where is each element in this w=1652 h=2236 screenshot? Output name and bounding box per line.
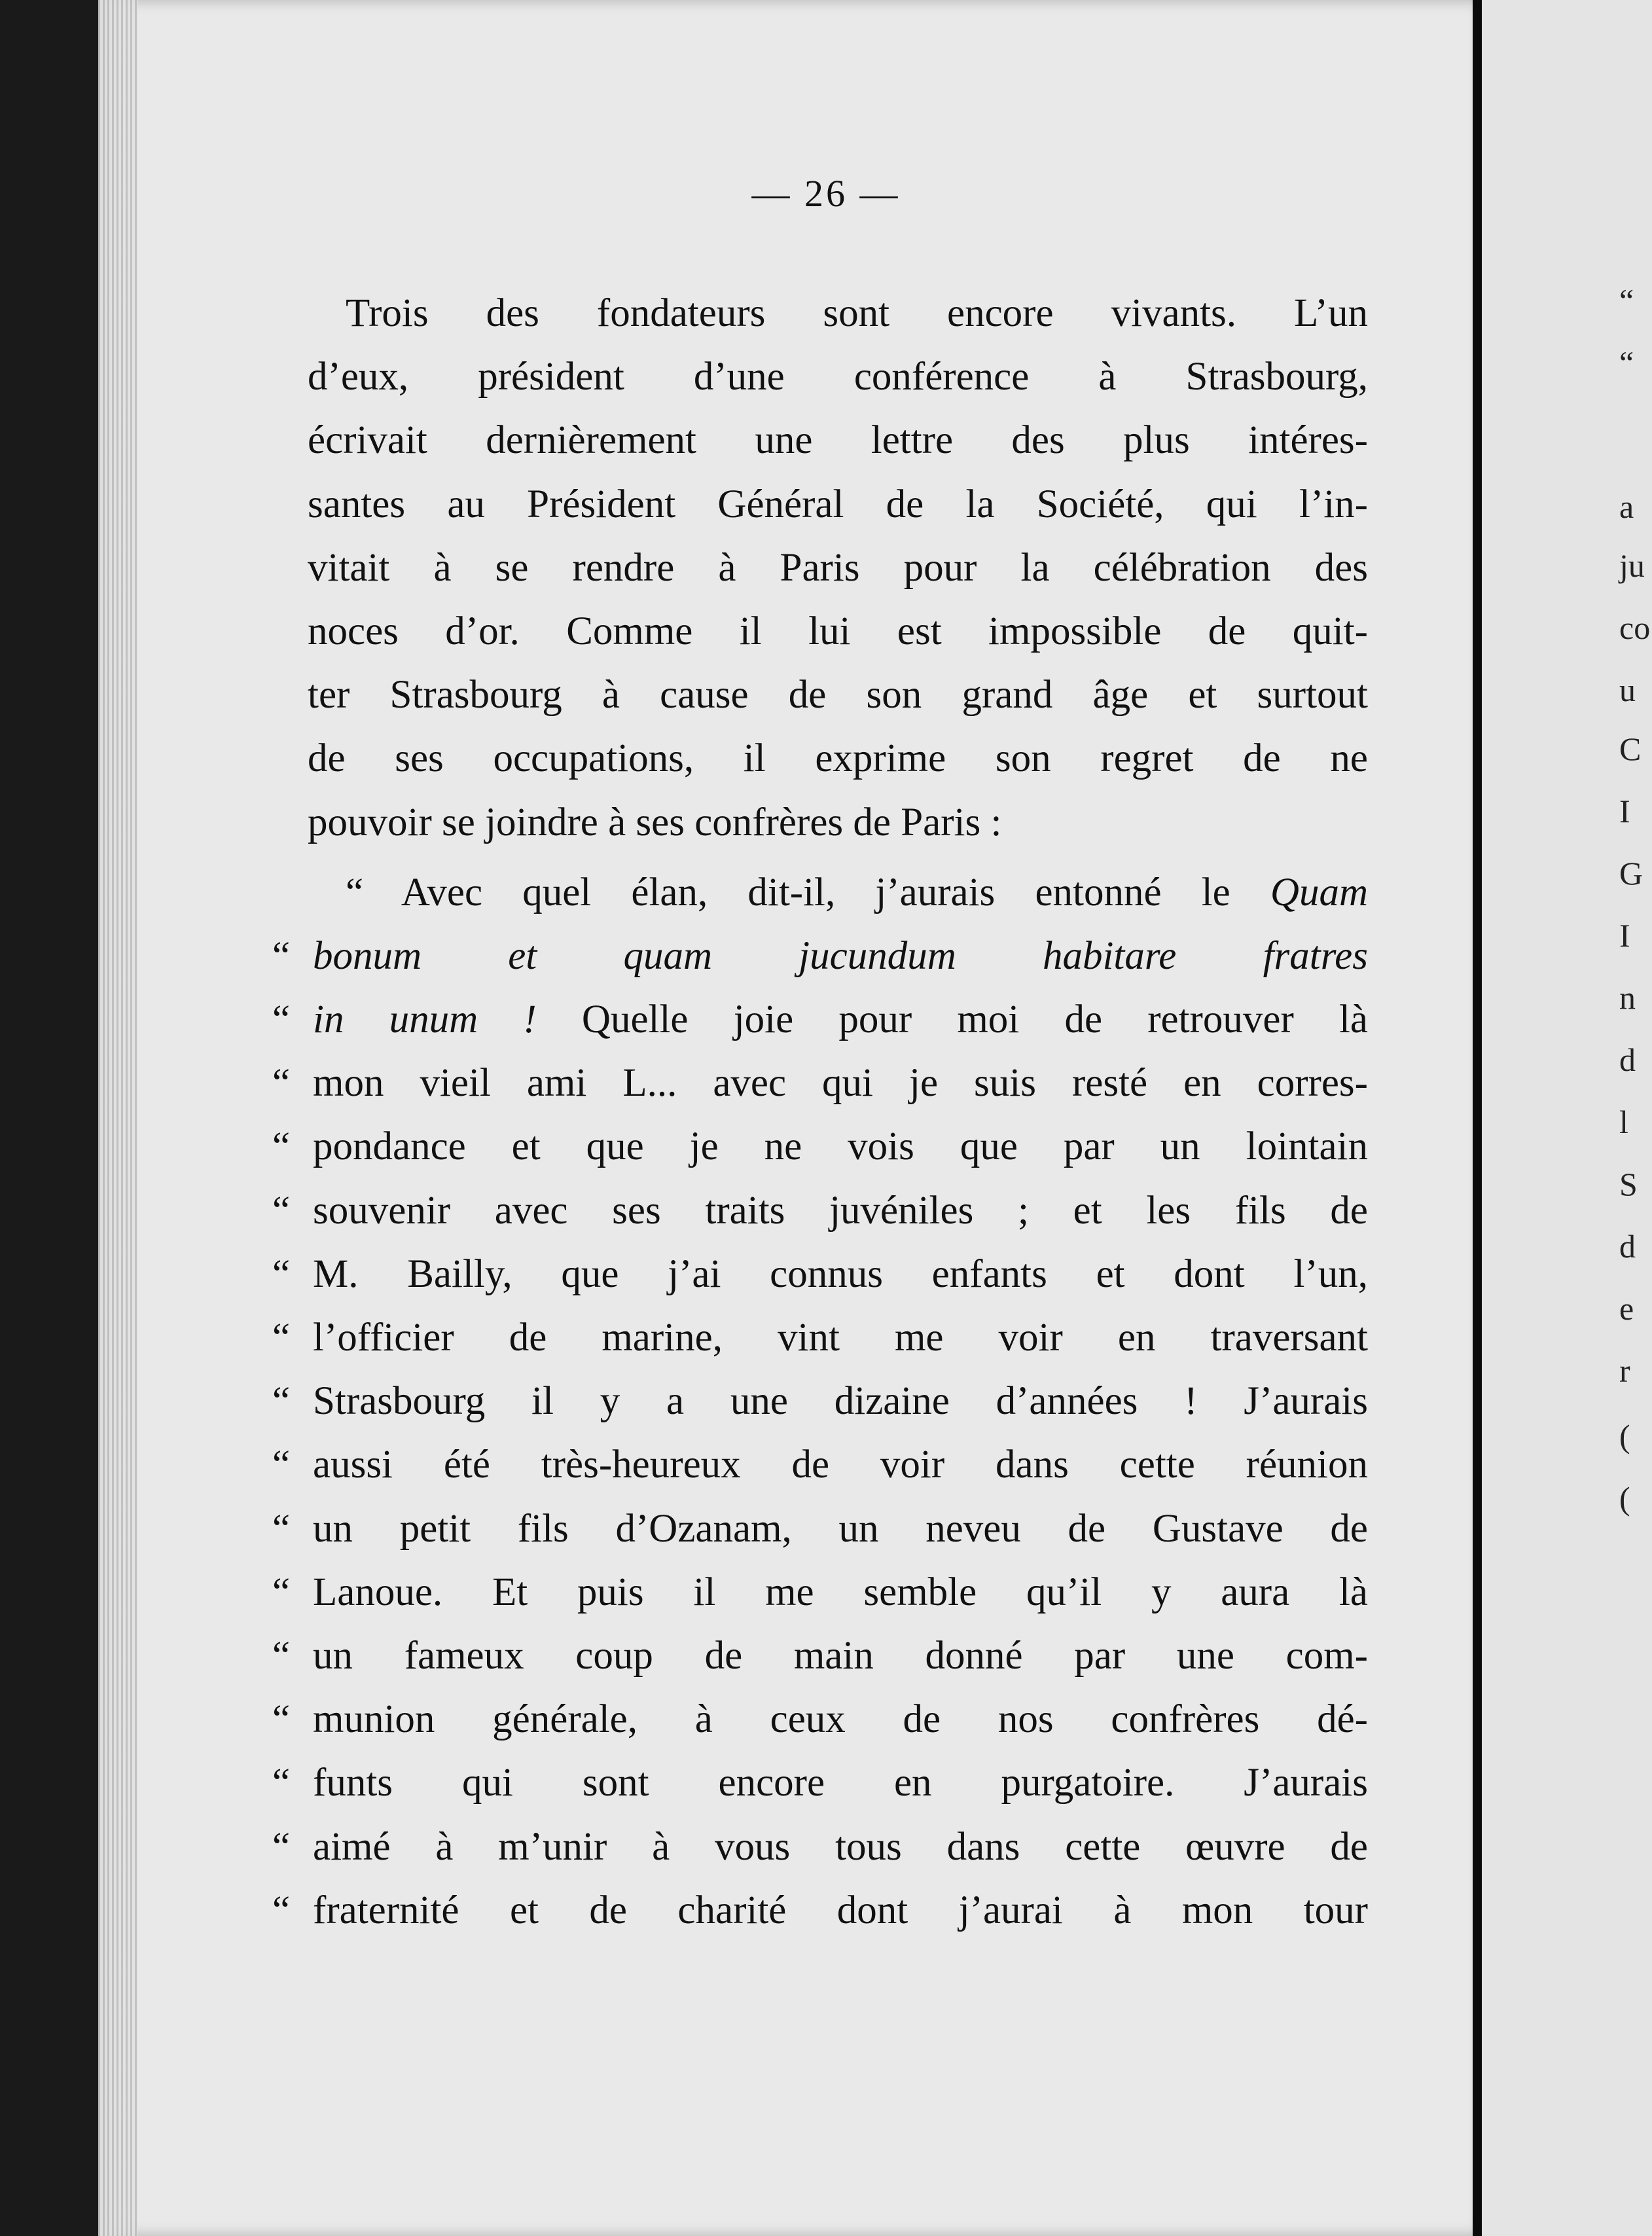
text-line: noces d’or. Comme il lui est impossible de quit- (308, 609, 1368, 653)
quote-line (272, 1306, 1368, 1369)
text-line: ter Strasbourg à cause de son grand âge et surtout (308, 673, 1368, 717)
quote-mark: “ (272, 1506, 291, 1551)
quote-text: aussi été très-heureux de voir dans cette réunion (313, 1443, 1368, 1487)
quote-mark: “ (272, 1125, 291, 1169)
next-page-fragment: “ (1619, 282, 1634, 319)
latin-phrase: Quam (1270, 870, 1368, 914)
quote-mark: “ (272, 1824, 291, 1869)
page-text (272, 281, 1368, 1942)
text-line: pouvoir se joindre à ses confrères de Paris : (308, 800, 1002, 844)
quote-line (272, 1433, 1368, 1496)
quote-line (272, 1497, 1368, 1560)
text-line: vitait à se rendre à Paris pour la célébration des (308, 545, 1368, 590)
quote-text: “ Avec quel élan, dit-il, j’aurais entonné le (346, 870, 1270, 914)
quote-text: l’officier de marine, vint me voir en traversant (313, 1316, 1368, 1360)
next-page-fragment: n (1619, 979, 1636, 1016)
adjacent-page (1482, 0, 1652, 2236)
quote-mark: “ (272, 1697, 291, 1742)
next-page-fragment: I (1619, 793, 1630, 829)
quote-line (272, 1815, 1368, 1879)
next-page-fragment: G (1619, 855, 1643, 892)
quote-line (308, 861, 1368, 924)
quote-line (272, 1242, 1368, 1306)
quote-mark: “ (272, 933, 291, 978)
quote-text: munion générale, à ceux de nos confrères dé- (313, 1697, 1368, 1742)
next-page-fragment: ( (1619, 1418, 1630, 1454)
quote-text: un fameux coup de main donné par une com- (313, 1633, 1368, 1678)
quote-text: pondance et que je ne vois que par un lointain (313, 1125, 1368, 1169)
quote-mark: “ (272, 1316, 291, 1360)
quote-line (272, 1751, 1368, 1814)
quote-line (272, 988, 1368, 1051)
quote-mark: “ (272, 1379, 291, 1424)
next-page-fragment: S (1619, 1166, 1638, 1202)
next-page-fragment: d (1619, 1228, 1636, 1265)
latin-phrase: bonum et quam jucundum habitare fratres (313, 933, 1368, 978)
next-page-fragment: co (1619, 609, 1651, 646)
quote-text: Quelle joie pour moi de retrouver là (536, 998, 1368, 1042)
next-page-fragment: l (1619, 1104, 1628, 1140)
next-page-fragment: I (1619, 917, 1630, 954)
quote-mark: “ (272, 1761, 291, 1805)
quote-mark: “ (272, 1188, 291, 1233)
page-number: — 26 — (751, 172, 901, 215)
text-line: Trois des fondateurs sont encore vivants. L’un (346, 291, 1368, 335)
next-page-fragment: e (1619, 1290, 1634, 1327)
text-line: de ses occupations, il exprime son regret de ne (308, 736, 1368, 781)
text-line: santes au Président Général de la Société, qui l’in- (308, 482, 1368, 526)
quote-text: aimé à m’unir à vous tous dans cette œuvre de (313, 1824, 1368, 1869)
quote-text: un petit fils d’Ozanam, un neveu de Gustave de (313, 1506, 1368, 1551)
next-page-fragment: ju (1619, 547, 1645, 584)
next-page-fragment: “ (1619, 344, 1634, 381)
quote-mark: “ (272, 1061, 291, 1106)
quote-line (272, 1369, 1368, 1433)
text-line: d’eux, président d’une conférence à Strasbourg, (308, 355, 1368, 399)
quote-mark: “ (272, 1633, 291, 1678)
next-page-fragment: d (1619, 1041, 1636, 1078)
text-line: écrivait dernièrement une lettre des plus intéres- (308, 418, 1368, 463)
paragraph-intro (308, 281, 1368, 854)
quote-mark: “ (272, 1252, 291, 1296)
quote-text: souvenir avec ses traits juvéniles ; et les fils de (313, 1188, 1368, 1233)
quote-line (272, 1115, 1368, 1178)
next-page-fragment: r (1619, 1352, 1630, 1389)
quote-mark: “ (272, 998, 291, 1042)
quote-text: Lanoue. Et puis il me semble qu’il y aura là (313, 1570, 1368, 1614)
quote-text: Strasbourg il y a une dizaine d’années ! J’aurais (313, 1379, 1368, 1424)
next-page-fragment: ( (1619, 1480, 1630, 1517)
latin-phrase: in unum ! (313, 998, 537, 1042)
quote-mark: “ (272, 1888, 291, 1932)
quote-line (272, 1687, 1368, 1751)
quote-line (272, 924, 1368, 988)
book-gutter (1473, 0, 1482, 2236)
quote-text: M. Bailly, que j’ai connus enfants et dont l’un, (313, 1252, 1368, 1296)
quote-mark: “ (272, 1443, 291, 1487)
quote-line (272, 1624, 1368, 1687)
next-page-fragment: C (1619, 730, 1642, 767)
letter-quotation (272, 861, 1368, 1942)
quote-line (272, 1879, 1368, 1942)
quote-text: fraternité et de charité dont j’aurai à mon tour (313, 1888, 1368, 1932)
quote-line (272, 1051, 1368, 1115)
next-page-fragment: a (1619, 488, 1634, 525)
quote-text: funts qui sont encore en purgatoire. J’aurais (313, 1761, 1368, 1805)
quote-line (272, 1560, 1368, 1624)
next-page-fragment: u (1619, 672, 1636, 708)
page-edge-stack (98, 0, 137, 2236)
quote-mark: “ (272, 1570, 291, 1614)
quote-line (272, 1179, 1368, 1242)
quote-text: mon vieil ami L... avec qui je suis resté en corres- (313, 1061, 1368, 1106)
